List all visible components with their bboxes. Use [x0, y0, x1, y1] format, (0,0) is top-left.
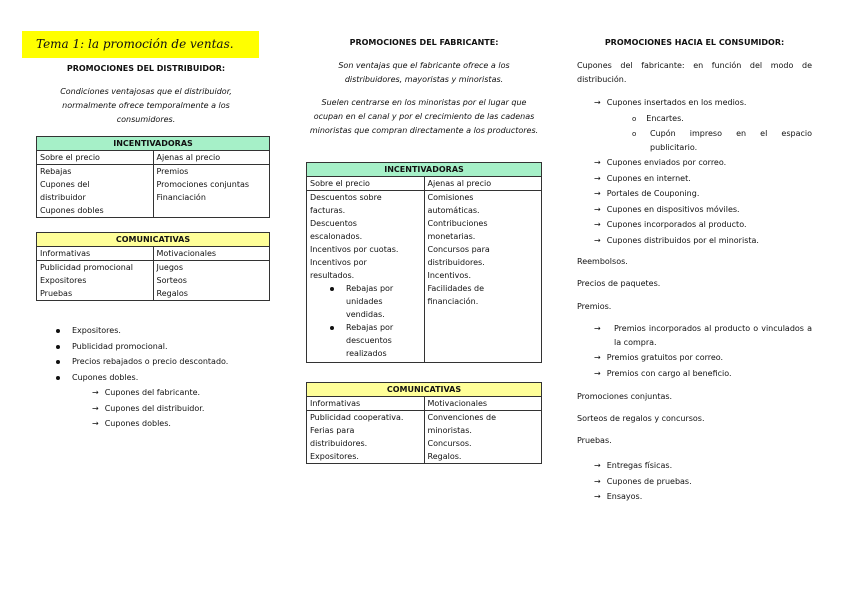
- list-item: [594, 322, 812, 350]
- list-item: [56, 323, 270, 339]
- table-cell: [307, 191, 425, 363]
- list-item: [594, 155, 812, 171]
- table-cell: [153, 165, 270, 218]
- cell-line: Descuentos escalonados.: [310, 219, 363, 241]
- column-header: Sobre el precio: [37, 151, 154, 165]
- cell-line: Financiación: [156, 193, 206, 202]
- premios-list: [594, 322, 812, 381]
- arrow-icon: →: [92, 388, 99, 397]
- cell-line: Publicidad promocional: [40, 263, 133, 272]
- conjuntas-text: Promociones conjuntas.: [577, 392, 673, 401]
- premios-text: Premios.: [577, 302, 612, 311]
- column-header: Motivacionales: [424, 397, 542, 411]
- cell-line: Concursos para distribuidores.: [427, 245, 490, 267]
- list-item-text: Precios rebajados o precio descontado.: [72, 357, 229, 366]
- column-header: Sobre el precio: [307, 177, 425, 191]
- cell-bullet-text: Rebajas por unidades vendidas.: [346, 284, 394, 319]
- fabricante-intro-2: Suelen centrarse en los minoristas por el lugar que ocupan en el canal y por el crecimiento de las cadenas minoristas que compran directamente a los productores.: [309, 98, 539, 135]
- cell-line: Publicidad cooperativa.: [310, 413, 404, 422]
- bullet-icon: [56, 360, 60, 364]
- fabricante-heading: PROMOCIONES DEL FABRICANTE:: [349, 38, 499, 47]
- cell-line: Convenciones de minoristas.: [427, 413, 496, 435]
- list-item-text: Premios gratuitos por correo.: [606, 353, 724, 362]
- arrow-icon: →: [594, 368, 601, 378]
- page-title: Tema 1: la promoción de ventas.: [22, 31, 259, 58]
- cell-bullet-text: Rebajas por descuentos realizados: [346, 323, 394, 358]
- table-cell: [307, 411, 425, 464]
- list-item: [594, 474, 812, 490]
- arrow-icon: →: [594, 324, 601, 333]
- list-item-text: Entregas físicas.: [606, 461, 673, 470]
- column-header: Ajenas al precio: [424, 177, 542, 191]
- arrow-icon: →: [594, 353, 601, 362]
- cell-line: Expositores.: [310, 452, 359, 461]
- sub-list-item: [594, 111, 812, 128]
- cell-line: Regalos.: [427, 452, 462, 461]
- list-item: [594, 171, 812, 187]
- cell-line: Cupones dobles: [40, 206, 104, 215]
- list-item: [594, 217, 812, 233]
- arrow-icon: →: [594, 189, 601, 198]
- cell-line: Rebajas: [40, 167, 72, 176]
- column-header: Motivacionales: [153, 247, 270, 261]
- arrow-icon: →: [594, 476, 601, 486]
- circle-bullet-icon: o: [632, 114, 637, 123]
- list-item-text: Cupones incorporados al producto.: [606, 220, 747, 229]
- fabricante-incentivadoras-table: [306, 162, 542, 363]
- column-header: Informativas: [307, 397, 425, 411]
- cell-line: Pruebas: [40, 289, 73, 298]
- list-item-text: Cupones de pruebas.: [606, 476, 692, 486]
- table-cell: [153, 261, 270, 301]
- cell-line: Descuentos sobre facturas.: [310, 193, 382, 215]
- list-item-text: Encartes.: [646, 113, 684, 123]
- list-item: [56, 339, 270, 355]
- arrow-icon: →: [594, 204, 601, 214]
- list-item-text: Ensayos.: [606, 492, 643, 501]
- arrow-icon: →: [92, 403, 99, 413]
- cell-line: Premios: [156, 167, 189, 176]
- bullet-icon: [330, 287, 334, 291]
- table-header: COMUNICATIVAS: [307, 383, 542, 397]
- pruebas-text: Pruebas.: [577, 436, 612, 445]
- cell-line: Regalos: [156, 289, 188, 298]
- reembolsos-text: Reembolsos.: [577, 257, 628, 266]
- table-header: INCENTIVADORAS: [307, 163, 542, 177]
- arrow-icon: →: [594, 158, 601, 167]
- list-item-text: Cupones en internet.: [606, 173, 691, 183]
- distribuidor-bullet-list: [56, 323, 270, 432]
- arrow-icon: →: [594, 98, 601, 107]
- cell-line: Contribuciones monetarias.: [427, 219, 488, 241]
- list-item: [594, 202, 812, 218]
- sorteos-text: Sorteos de regalos y concursos.: [577, 414, 705, 423]
- arrow-icon: →: [594, 173, 601, 183]
- table-cell: [424, 411, 542, 464]
- pruebas-list: [594, 458, 812, 505]
- cell-line: Cupones del distribuidor: [40, 180, 90, 202]
- distribuidor-comunicativas-table: [36, 232, 270, 301]
- arrow-icon: →: [594, 461, 601, 470]
- bullet-icon: [56, 376, 60, 380]
- list-item: [594, 95, 812, 111]
- cell-line: Sorteos: [156, 276, 187, 285]
- list-item-text: Cupones distribuidos por el minorista.: [606, 235, 759, 245]
- list-item-text: Cupones del fabricante.: [104, 388, 201, 397]
- column-header: Informativas: [37, 247, 154, 261]
- cell-bullet-item: [310, 321, 410, 360]
- table-cell: [37, 165, 154, 218]
- list-item-text: Expositores.: [72, 326, 121, 335]
- list-item-text: Cupones enviados por correo.: [606, 158, 727, 167]
- list-item-text: Cupones insertados en los medios.: [606, 98, 747, 107]
- list-item: [594, 186, 812, 202]
- list-item: [594, 489, 812, 505]
- list-item: [594, 233, 812, 249]
- sub-list-item: [56, 401, 270, 417]
- cell-line: Juegos: [156, 263, 183, 272]
- cell-line: Concursos.: [427, 439, 472, 448]
- cell-line: Incentivos por cuotas.: [310, 245, 399, 254]
- list-item-text: Cupón impreso en el espacio publicitario.: [650, 129, 812, 152]
- paquetes-text: Precios de paquetes.: [577, 279, 661, 288]
- cell-line: Comisiones automáticas.: [427, 193, 480, 215]
- arrow-icon: →: [92, 419, 99, 428]
- list-item: [594, 350, 812, 366]
- bullet-icon: [56, 345, 60, 349]
- distribuidor-heading: PROMOCIONES DEL DISTRIBUIDOR:: [66, 64, 226, 73]
- list-item: [594, 458, 812, 474]
- fabricante-comunicativas-table: [306, 382, 542, 464]
- table-header: INCENTIVADORAS: [37, 137, 270, 151]
- distribuidor-intro: Condiciones ventajosas que el distribuidor, normalmente ofrece temporalmente a los consumidores.: [60, 87, 232, 124]
- cell-line: Expositores: [40, 276, 87, 285]
- consumidor-heading: PROMOCIONES HACIA EL CONSUMIDOR:: [604, 38, 785, 47]
- list-item: [594, 366, 812, 382]
- cell-line: Facilidades de financiación.: [427, 284, 485, 306]
- table-cell: [37, 261, 154, 301]
- list-item-text: Portales de Couponing.: [606, 189, 700, 198]
- list-item-text: Cupones en dispositivos móviles.: [606, 204, 740, 214]
- list-item-text: Cupones dobles.: [72, 372, 139, 382]
- sub-list-item: [56, 385, 270, 401]
- distribuidor-incentivadoras-table: [36, 136, 270, 218]
- sub-list-item: [594, 127, 812, 155]
- cell-line: Promociones conjuntas: [156, 180, 250, 189]
- list-item-text: Premios incorporados al producto o vinculados a la compra.: [614, 324, 812, 347]
- table-header: COMUNICATIVAS: [37, 233, 270, 247]
- list-item-text: Cupones del distribuidor.: [104, 403, 205, 413]
- list-item: [56, 354, 270, 370]
- arrow-icon: →: [594, 492, 601, 501]
- list-item-text: Publicidad promocional.: [72, 341, 168, 351]
- fabricante-intro-1: Son ventajas que el fabricante ofrece a los distribuidores, mayoristas y minoristas.: [338, 61, 510, 84]
- table-cell: [424, 191, 542, 363]
- sub-list-item: [56, 416, 270, 432]
- arrow-icon: →: [594, 235, 601, 245]
- cell-bullet-item: [310, 282, 406, 321]
- cupones-list: [594, 95, 812, 248]
- list-item-text: Premios con cargo al beneficio.: [606, 368, 732, 378]
- bullet-icon: [330, 326, 334, 330]
- bullet-icon: [56, 329, 60, 333]
- column-header: Ajenas al precio: [153, 151, 270, 165]
- cell-line: Incentivos.: [427, 271, 472, 280]
- cell-line: Ferias para distribuidores.: [310, 426, 368, 448]
- consumidor-intro: Cupones del fabricante: en función del modo de distribución.: [577, 61, 812, 84]
- list-item-text: Cupones dobles.: [104, 419, 171, 428]
- circle-bullet-icon: o: [632, 130, 637, 138]
- cell-line: Incentivos por resultados.: [310, 258, 367, 280]
- list-item: [56, 370, 270, 386]
- arrow-icon: →: [594, 220, 601, 229]
